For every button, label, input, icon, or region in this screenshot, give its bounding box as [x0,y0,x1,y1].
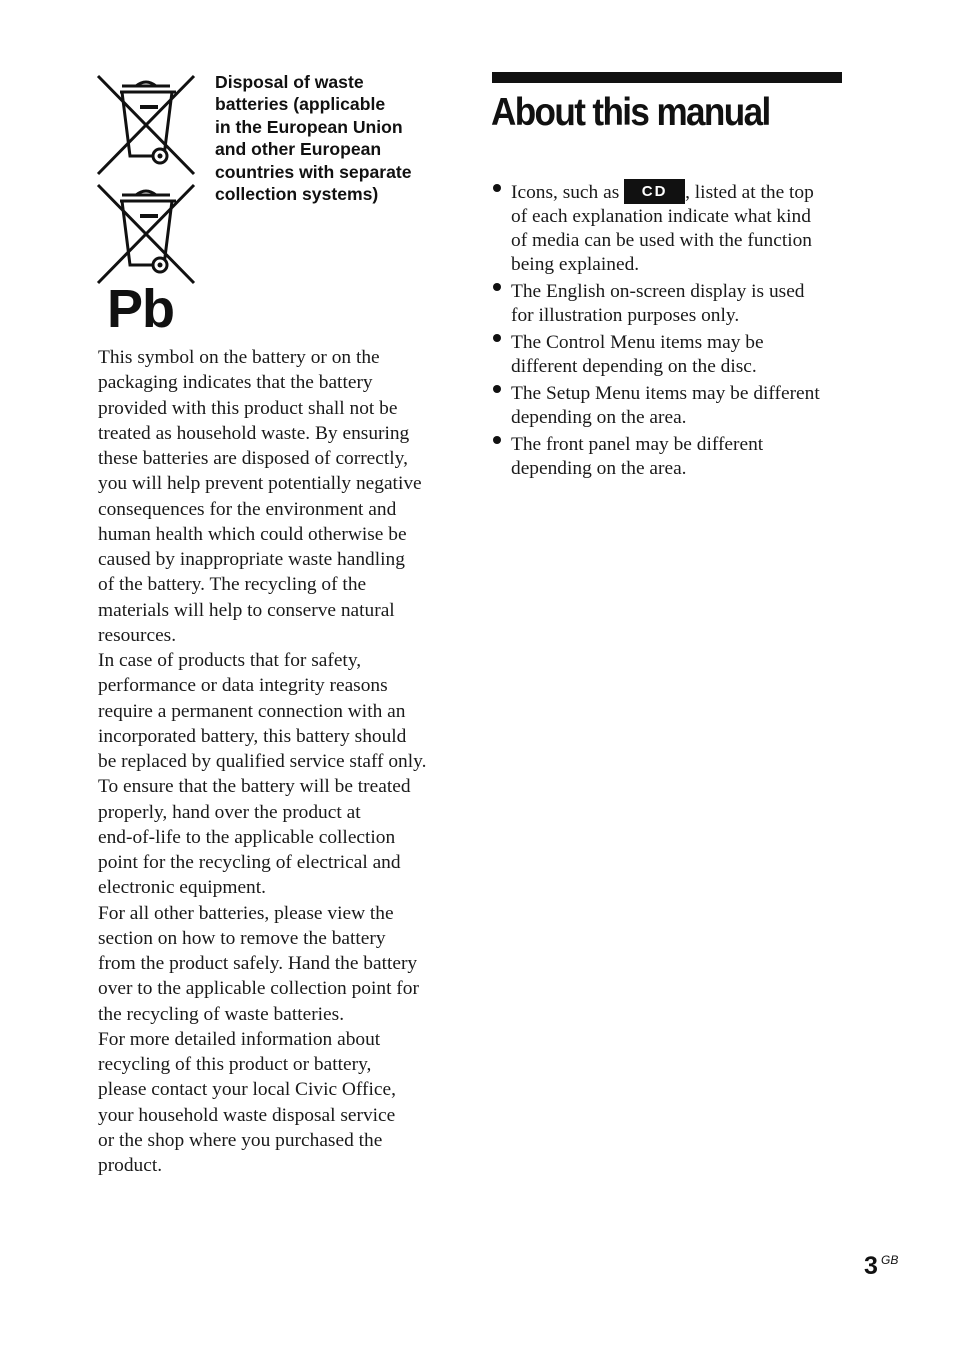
body-text-line: consequences for the environment and [98,498,397,520]
list-item-line: The Control Menu items may be [511,332,764,353]
body-text-line: section on how to remove the battery [98,927,386,949]
list-item-line: being explained. [511,254,640,275]
body-text-line: end-of-life to the applicable collection [98,826,396,848]
list-item [491,280,851,328]
body-text-line: require a permanent connection with an [98,700,406,722]
heading-line: in the European Union [215,116,403,137]
body-text-line: materials will help to conserve natural [98,599,395,621]
body-text-line: the recycling of waste batteries. [98,1003,345,1025]
body-text-line: point for the recycling of electrical and [98,852,401,873]
body-text-line: packaging indicates that the battery [98,372,373,394]
list-item-line: The front panel may be different [511,434,764,455]
body-text-line: electronic equipment. [98,877,266,899]
list-item [491,433,851,481]
body-text-line: properly, hand over the product at [98,801,361,823]
body-text-line: you will help prevent potentially negative [98,473,422,495]
list-item-line: The English on-screen display is used [511,281,805,302]
manual-notes-list [491,181,851,484]
crossed-out-wheeled-bin-icon [96,183,196,285]
body-text-line: incorporated battery, this battery should [98,725,407,747]
body-text-line: This symbol on the battery or on the [98,347,380,368]
body-text-line: your household waste disposal service [98,1104,396,1126]
bullet-icon [493,436,501,444]
body-text-line: For more detailed information about [98,1028,381,1050]
list-item-line: depending on the area. [511,407,687,428]
list-item-line: depending on the area. [511,458,687,479]
body-text-line: treated as household waste. By ensuring [98,422,410,444]
list-item-line: for illustration purposes only. [511,305,740,326]
disposal-heading [215,71,440,205]
list-item [491,331,851,379]
body-text-line: resources. [98,624,177,646]
body-text-line: of the battery. The recycling of the [98,574,367,596]
list-item [491,382,851,430]
body-text-line: please contact your local Civic Office, [98,1079,396,1101]
body-text-line: these batteries are disposed of correctly, [98,448,408,469]
bullet-icon [493,385,501,393]
page-number: 3 [864,1252,878,1280]
body-text-line: performance or data integrity reasons [98,675,388,697]
list-item [491,181,851,277]
list-item-line: of each explanation indicate what kind [511,206,811,227]
body-text-line: provided with this product shall not be [98,397,398,419]
body-text-line: be replaced by qualified service staff only. [98,751,427,772]
bullet-icon [493,283,501,291]
list-item-line: The Setup Menu items may be different [511,383,820,404]
body-text-line: recycling of this product or battery, [98,1054,372,1075]
list-item-text: Icons, such as [511,182,625,203]
list-item-text: , listed at the top [685,182,814,203]
pb-chemical-symbol: Pb [107,279,175,339]
title-rule [492,72,842,83]
body-text-line: over to the applicable collection point for [98,978,419,1000]
body-text-line: human health which could otherwise be [98,523,407,545]
body-text-line: In case of products that for safety, [98,650,362,671]
body-text-line: For all other batteries, please view the [98,902,394,924]
list-item-line [511,181,851,205]
heading-line: and other European [215,139,382,160]
crossed-out-wheeled-bin-icon [96,74,196,176]
heading-line: countries with separate [215,161,412,182]
heading-line: batteries (applicable [215,94,386,115]
bullet-icon [493,184,501,192]
body-text-line: from the product safely. Hand the battery [98,953,418,974]
body-text-line: product. [98,1155,163,1176]
cd-media-icon: CD [624,179,685,204]
body-text-line: To ensure that the battery will be treated [98,776,411,798]
body-text-line: or the shop where you purchased the [98,1129,383,1151]
list-item-line: of media can be used with the function [511,230,812,251]
heading-line: Disposal of waste [215,72,364,92]
battery-disposal-text [98,345,458,1178]
list-item-line: different depending on the disc. [511,356,757,377]
bullet-icon [493,334,501,342]
section-title: About this manual [491,91,770,134]
body-text-line: caused by inappropriate waste handling [98,549,405,570]
heading-line: collection systems) [215,184,379,205]
page-region-suffix: GB [881,1253,899,1267]
